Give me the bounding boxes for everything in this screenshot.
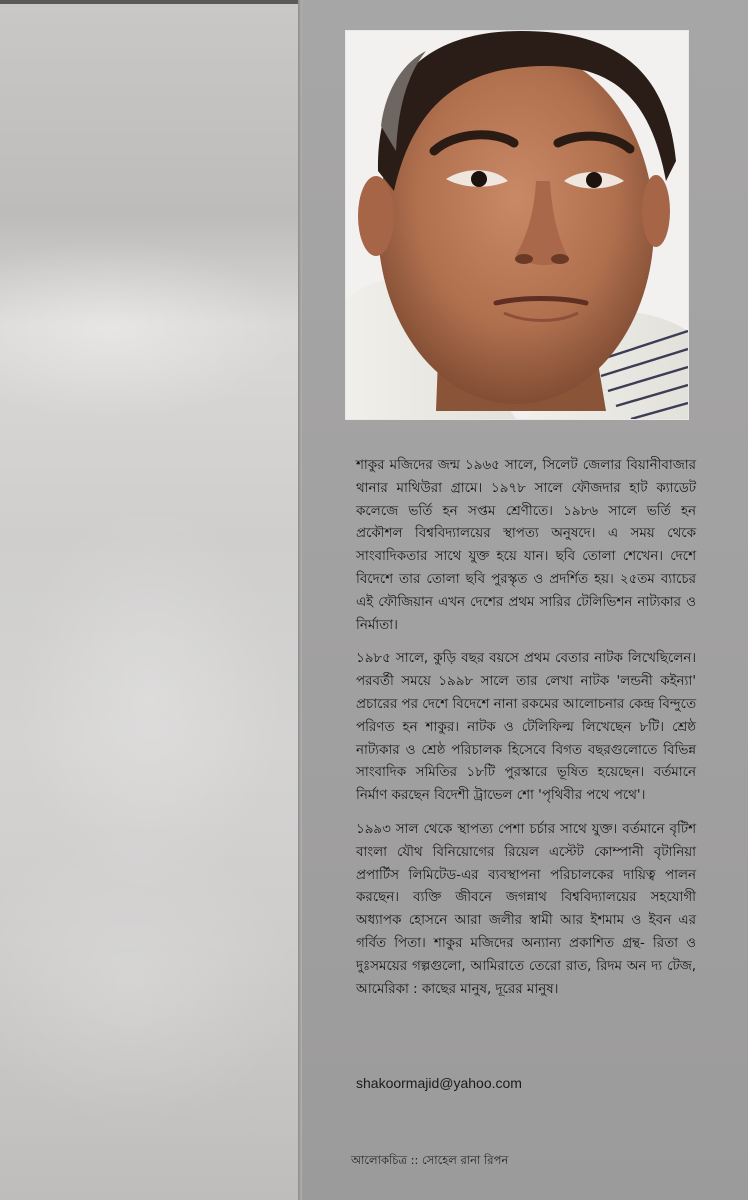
author-email: shakoormajid@yahoo.com bbox=[356, 1075, 522, 1091]
bio-paragraph-3: ১৯৯৩ সাল থেকে স্থাপত্য পেশা চর্চার সাথে যুক্ত। বর্তমানে বৃটিশ বাংলা যৌথ বিনিয়োগের রিয়েল এস্টেট কোম্পানী বৃটানিয়া প্রপার্টিস লিমিটেড-এর ব্যবস্থাপনা পরিচালকের দায়িত্ব পালন করছেন। ব্যক্তি জীবনে জগন্নাথ বিশ্ববিদ্যালয়ের সহযোগী অধ্যাপক হোসনে আরা জলীর স্বামী আর ইশমাম ও ইবন এর গর্বিত পিতা। শাকুর মজিদের অন্যান্য প্রকাশিত গ্রন্থ- রিতা ও দুঃসময়ের গল্পগুলো, আমিরাতে তেরো রাত, রিদম অন দ্য টেজ, আমেরিকা : কাছের মানুষ, দূরের মানুষ। bbox=[356, 821, 696, 997]
author-biography bbox=[356, 455, 696, 1012]
photo-credit: আলোকচিত্র :: সোহেল রানা রিপন bbox=[351, 1153, 509, 1167]
cover-top-edge bbox=[0, 0, 300, 4]
author-portrait-photo bbox=[345, 30, 689, 420]
bio-paragraph-2: ১৯৮৫ সালে, কুড়ি বছর বয়সে প্রথম বেতার নাটক লিখেছিলেন। পরবর্তী সময়ে ১৯৯৮ সালে তার লেখা নাটক 'লন্ডনী কইন্যা' প্রচারের পর দেশে বিদেশে নানা রকমের আলোচনার কেন্দ্র বিন্দুতে পরিণত হন শাকুর। নাটক ও টেলিফিল্ম লিখেছেন ৮টি। শ্রেষ্ঠ নাট্যকার ও শ্রেষ্ঠ পরিচালক হিসেবে বিগত বছরগুলোতে বিভিন্ন সাংবাদিক সমিতির ১৮টি পুরস্কারে ভূষিত হয়েছেন। বর্তমানে নির্মাণ করছেন বিদেশী ট্রাভেল শো 'পৃথিবীর পথে পথে'। bbox=[356, 651, 696, 804]
bio-paragraph-1: শাকুর মজিদের জন্ম ১৯৬৫ সালে, সিলেট জেলার বিয়ানীবাজার থানার মাথিউরা গ্রামে। ১৯৭৮ সালে ফৌজদার হাট ক্যাডেট কলেজে ভর্তি হন সপ্তম শ্রেণীতে। ১৯৮৬ সালে ভর্তি হন প্রকৌশল বিশ্ববিদ্যালয়ের স্থাপত্য অনুষদে। এ সময় থেকে সাংবাদিকতার সাথে যুক্ত হয়ে যান। ছবি তোলা শেখেন। দেশে বিদেশে তার তোলা ছবি পুরস্কৃত ও প্রদর্শিত হয়। ২৫তম ব্যাচের এই ফৌজিয়ান এখন দেশের প্রথম সারির টেলিভিশন নাট্যকার ও নির্মাতা। bbox=[356, 458, 696, 633]
front-cover-texture bbox=[0, 0, 300, 1200]
